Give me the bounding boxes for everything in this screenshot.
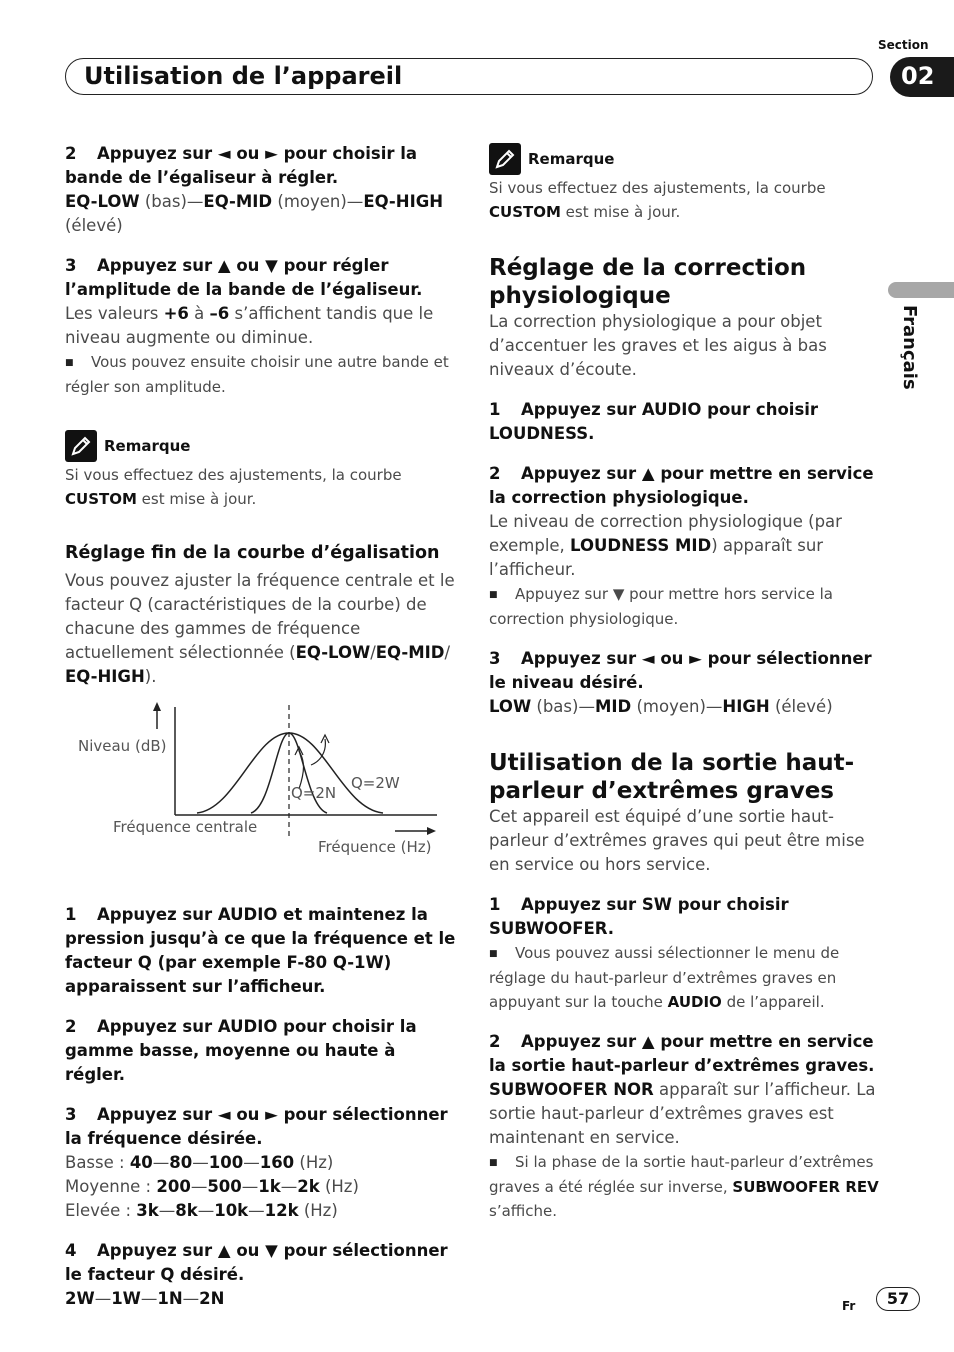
bullet-text: Vous pouvez ensuite choisir une autre bande et régler son amplitude. xyxy=(65,353,449,396)
loudness-intro: La correction physiologique a pour objet d’accentuer les graves et les aigus à bas niveaux d’écoute. xyxy=(489,312,827,379)
dash: — xyxy=(158,1201,176,1220)
loudness-heading: Réglage de la correction physiologique xyxy=(489,255,807,309)
text: Si vous effectuez des ajustements, la courbe xyxy=(489,179,826,197)
language-tab-bar xyxy=(888,282,954,298)
section-number: 02 xyxy=(901,62,935,90)
fine-tuning-text xyxy=(65,569,457,689)
bullet-square-icon: ■ xyxy=(65,358,74,368)
text: s’affichent tandis que le niveau augmente ou diminue. xyxy=(65,304,434,347)
step-number: 3 xyxy=(489,649,501,668)
loudness-step-3 xyxy=(489,647,879,695)
fine-step-4 xyxy=(65,1239,457,1287)
left-column xyxy=(65,142,457,1311)
text: ). xyxy=(144,667,157,686)
row-label: Moyenne : xyxy=(65,1177,157,1196)
subwoofer-rev-label: SUBWOOFER REV xyxy=(732,1178,879,1196)
eq-mid-label: EQ-MID xyxy=(203,192,273,211)
separator: / xyxy=(444,643,451,662)
note-heading xyxy=(489,142,879,176)
step-number: 1 xyxy=(489,400,501,419)
step-number: 2 xyxy=(65,1017,77,1036)
bullet-note xyxy=(489,582,879,631)
row-label: Elevée : xyxy=(65,1201,137,1220)
fine-step-2 xyxy=(65,1015,457,1087)
section-badge xyxy=(890,57,954,97)
page-number: 57 xyxy=(876,1287,920,1311)
dash: — xyxy=(140,1289,158,1308)
step-text: Appuyez sur ▲ ou ▼ pour régler l’amplitude de la bande de l’égaliseur. xyxy=(65,256,423,299)
dash: — xyxy=(152,1153,170,1172)
low-label: LOW xyxy=(489,697,532,716)
dash: — xyxy=(94,1289,112,1308)
note-title: Remarque xyxy=(104,437,191,455)
step-number: 2 xyxy=(489,1032,501,1051)
step-number: 2 xyxy=(489,464,501,483)
amplitude-description xyxy=(65,302,457,350)
text: apparaît sur l’afficheur. La sortie haut-parleur d’extrêmes graves est maintenant en service. xyxy=(489,1080,876,1147)
subwoofer-status-text xyxy=(489,1078,879,1150)
step-text: Appuyez sur AUDIO et maintenez la pression jusqu’à ce que la fréquence et le facteur Q (par exemple F-80 Q-1W) apparaissent sur l’afficheur. xyxy=(65,905,456,996)
custom-label: CUSTOM xyxy=(489,203,561,221)
text: à xyxy=(188,304,210,323)
step-text: Appuyez sur ▲ ou ▼ pour sélectionner le facteur Q désiré. xyxy=(65,1241,448,1284)
eq-step-2 xyxy=(65,142,457,190)
eq-step-3 xyxy=(65,254,457,302)
bullet-note xyxy=(65,350,457,399)
row-label: Basse : xyxy=(65,1153,130,1172)
bullet-square-icon: ■ xyxy=(489,1158,498,1168)
step-number: 2 xyxy=(65,144,77,163)
loudness-level-sequence xyxy=(489,695,879,719)
step-text: Appuyez sur ◄ ou ► pour sélectionner la fréquence désirée. xyxy=(65,1105,448,1148)
frequency-low-row xyxy=(65,1151,457,1175)
bullet-square-icon: ■ xyxy=(489,949,498,959)
eq-high-label: EQ-HIGH xyxy=(65,667,145,686)
frequency-mid-row xyxy=(65,1175,457,1199)
text: Vous pouvez ajuster la fréquence centrale et le facteur Q (caractéristiques de la courbe) de chacune des gammes de fréquence actuellement sélectionnée ( xyxy=(65,571,455,662)
step-text: Appuyez sur ◄ ou ► pour choisir la bande de l’égaliseur à régler. xyxy=(65,144,418,187)
loudness-step-2 xyxy=(489,462,879,510)
q-factor-diagram xyxy=(65,699,457,879)
text: (moyen)— xyxy=(631,697,723,716)
subwoofer-intro: Cet appareil est équipé d’une sortie haut-parleur d’extrêmes graves qui peut être mise en service ou hors service. xyxy=(489,807,865,874)
subwoofer-step-2 xyxy=(489,1030,879,1078)
text: ) apparaît sur l’afficheur. xyxy=(489,536,824,579)
footer-language: Fr xyxy=(842,1299,856,1313)
bullet-text: Si la phase de la sortie haut-parleur d’extrêmes graves a été réglée sur inverse, xyxy=(489,1153,874,1196)
step-number: 3 xyxy=(65,1105,77,1124)
step-text: Appuyez sur SW pour choisir SUBWOOFER. xyxy=(489,895,789,938)
eq-mid-desc: (moyen)— xyxy=(272,192,364,211)
loudness-level-text xyxy=(489,510,879,582)
q-value: 2W xyxy=(65,1289,95,1308)
bullet-note xyxy=(489,1150,879,1223)
language-tab-label: Français xyxy=(899,305,920,390)
section-label: Section xyxy=(878,38,929,52)
q-value: 2N xyxy=(199,1289,225,1308)
unit: (Hz) xyxy=(319,1177,359,1196)
freq-value: 12k xyxy=(264,1201,299,1220)
eq-low-desc: (bas)— xyxy=(139,192,204,211)
pencil-icon xyxy=(489,143,521,175)
loudness-mid-label: LOUDNESS MID xyxy=(570,536,712,555)
freq-value: 100 xyxy=(208,1153,244,1172)
dash: — xyxy=(190,1177,208,1196)
mid-label: MID xyxy=(594,697,632,716)
step-text: Appuyez sur ◄ ou ► pour sélectionner le niveau désiré. xyxy=(489,649,872,692)
text: est mise à jour. xyxy=(136,490,257,508)
dash: — xyxy=(243,1153,260,1172)
q-factor-sequence xyxy=(65,1287,457,1311)
dash: — xyxy=(192,1153,209,1172)
note-text xyxy=(65,463,457,511)
step-text: Appuyez sur ▲ pour mettre en service la correction physiologique. xyxy=(489,464,874,507)
q-narrow-label: Q=2N xyxy=(291,784,337,802)
eq-high-desc: (élevé) xyxy=(65,216,123,235)
text: Le niveau de correction physiologique (par exemple, xyxy=(489,512,842,555)
bullet-text: s’affiche. xyxy=(489,1202,558,1220)
freq-value: 80 xyxy=(169,1153,193,1172)
fine-step-1 xyxy=(65,903,457,999)
text: est mise à jour. xyxy=(560,203,681,221)
text: Les valeurs xyxy=(65,304,164,323)
bullet-text: Vous pouvez aussi sélectionner le menu de réglage du haut-parleur d’extrêmes graves en appuyant sur la touche xyxy=(489,944,840,1011)
step-number: 3 xyxy=(65,256,77,275)
right-column xyxy=(489,142,879,1223)
loudness-step-1 xyxy=(489,398,879,446)
freq-value: 500 xyxy=(207,1177,242,1196)
note-heading xyxy=(65,429,457,463)
fine-tuning-heading: Réglage fin de la courbe d’égalisation xyxy=(65,543,440,563)
dash: — xyxy=(241,1177,259,1196)
unit: (Hz) xyxy=(298,1201,338,1220)
freq-value: 3k xyxy=(136,1201,159,1220)
step-number: 4 xyxy=(65,1241,77,1260)
step-number: 1 xyxy=(65,905,77,924)
eq-band-sequence xyxy=(65,190,457,238)
custom-label: CUSTOM xyxy=(65,490,137,508)
bullet-note xyxy=(489,941,879,1014)
eq-low-label: EQ-LOW xyxy=(295,643,371,662)
separator: / xyxy=(370,643,376,662)
chapter-title-bar xyxy=(65,58,873,95)
dash: — xyxy=(197,1201,215,1220)
freq-value: 160 xyxy=(259,1153,295,1172)
eq-low-label: EQ-LOW xyxy=(65,192,140,211)
unit: (Hz) xyxy=(294,1153,334,1172)
freq-value: 8k xyxy=(175,1201,198,1220)
frequency-axis-label: Fréquence (Hz) xyxy=(318,838,432,856)
dash: — xyxy=(182,1289,200,1308)
audio-label: AUDIO xyxy=(667,993,722,1011)
minus-six: –6 xyxy=(209,304,230,323)
step-text: Appuyez sur ▲ pour mettre en service la sortie haut-parleur d’extrêmes graves. xyxy=(489,1032,875,1075)
bullet-text: Appuyez sur ▼ pour mettre hors service la correction physiologique. xyxy=(489,585,833,628)
subwoofer-step-1 xyxy=(489,893,879,941)
frequency-high-row xyxy=(65,1199,457,1223)
bullet-text: de l’appareil. xyxy=(721,993,825,1011)
dash: — xyxy=(248,1201,265,1220)
text: Si vous effectuez des ajustements, la courbe xyxy=(65,466,402,484)
note-title: Remarque xyxy=(528,150,615,168)
plus-six: +6 xyxy=(163,304,189,323)
pencil-icon xyxy=(65,430,97,462)
chapter-title: Utilisation de l’appareil xyxy=(84,62,403,90)
q-wide-label: Q=2W xyxy=(351,774,400,792)
high-label: HIGH xyxy=(722,697,770,716)
center-frequency-label: Fréquence centrale xyxy=(113,818,258,836)
subwoofer-heading: Utilisation de la sortie haut-parleur d’extrêmes graves xyxy=(489,750,855,804)
freq-value: 2k xyxy=(297,1177,320,1196)
step-number: 1 xyxy=(489,895,501,914)
dash: — xyxy=(280,1177,298,1196)
text: (élevé) xyxy=(769,697,833,716)
level-axis-label: Niveau (dB) xyxy=(78,737,167,755)
bullet-square-icon: ■ xyxy=(489,590,498,600)
step-text: Appuyez sur AUDIO pour choisir LOUDNESS. xyxy=(489,400,819,443)
text: (bas)— xyxy=(531,697,595,716)
freq-value: 10k xyxy=(214,1201,249,1220)
freq-value: 1k xyxy=(258,1177,281,1196)
freq-value: 200 xyxy=(156,1177,191,1196)
freq-value: 40 xyxy=(129,1153,153,1172)
fine-step-3 xyxy=(65,1103,457,1151)
q-value: 1N xyxy=(157,1289,183,1308)
note-text xyxy=(489,176,879,224)
subwoofer-nor-label: SUBWOOFER NOR xyxy=(489,1080,654,1099)
eq-high-label: EQ-HIGH xyxy=(363,192,444,211)
q-value: 1W xyxy=(111,1289,141,1308)
step-text: Appuyez sur AUDIO pour choisir la gamme basse, moyenne ou haute à régler. xyxy=(65,1017,417,1084)
eq-mid-label: EQ-MID xyxy=(375,643,445,662)
